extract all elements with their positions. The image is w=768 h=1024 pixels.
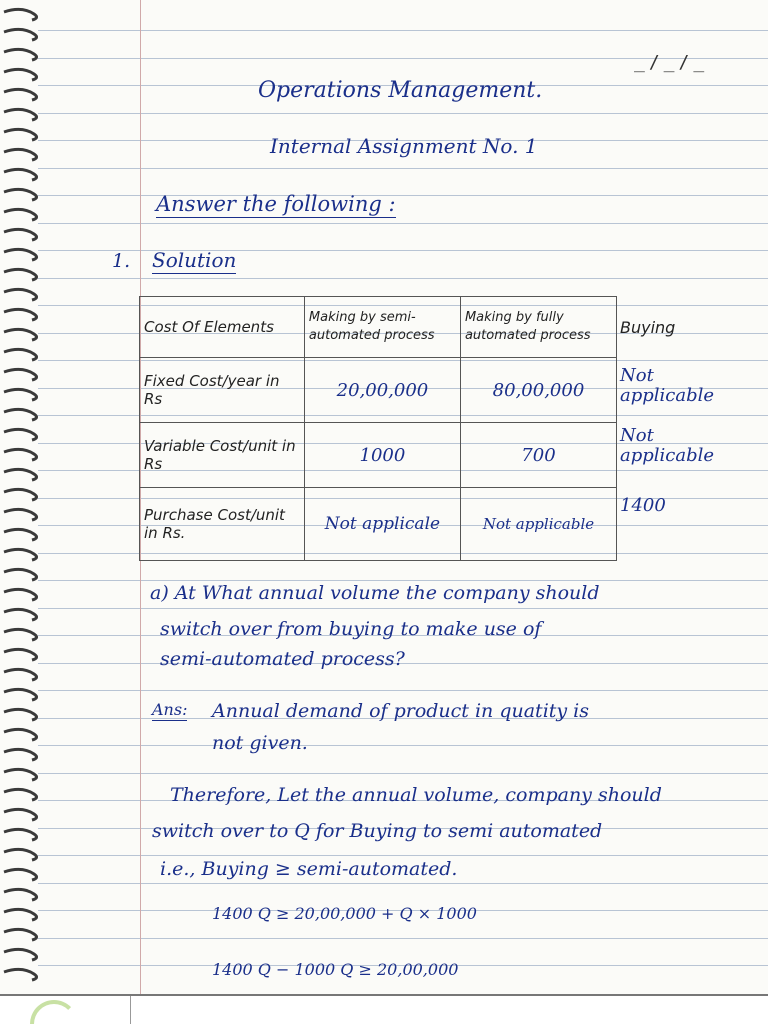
spiral-loop (4, 489, 37, 500)
spiral-loop (4, 869, 37, 880)
spiral-loop (4, 809, 37, 820)
spiral-loop (4, 729, 37, 740)
buying-cell: Not applicable (620, 425, 715, 466)
spiral-loop (4, 69, 37, 80)
equation: 1400 Q ≥ 20,00,000 + Q × 1000 (212, 904, 477, 923)
spiral-loop (4, 129, 37, 140)
ruled-line (38, 223, 768, 224)
table-row (140, 423, 617, 488)
spiral-loop (4, 229, 37, 240)
spiral-loop (4, 829, 37, 840)
spiral-loop (4, 609, 37, 620)
spiral-loop (4, 469, 37, 480)
spiral-loop (4, 409, 37, 420)
ruled-line (38, 690, 768, 691)
spiral-loop (4, 249, 37, 260)
spiral-loop (4, 649, 37, 660)
spiral-loop (4, 29, 37, 40)
ruled-line (38, 113, 768, 114)
spiral-loop (4, 389, 37, 400)
spiral-loop (4, 429, 37, 440)
table-row (140, 488, 617, 561)
ruled-line (38, 30, 768, 31)
ruled-line (38, 608, 768, 609)
scan-bottom-edge (0, 994, 768, 1024)
spiral-loop (4, 949, 37, 960)
ruled-line (38, 883, 768, 884)
spiral-loop (4, 689, 37, 700)
equation: 1400 Q − 1000 Q ≥ 20,00,000 (212, 960, 459, 979)
buying-header: Buying (620, 318, 676, 337)
answer-line: not given. (212, 732, 308, 754)
answer-line: i.e., Buying ≥ semi-automated. (160, 858, 458, 880)
question-a-line: switch over from buying to make use of (160, 618, 542, 640)
spiral-loop (4, 189, 37, 200)
spiral-loop (4, 929, 37, 940)
page-title: Operations Management. (258, 78, 543, 103)
spiral-loop (4, 349, 37, 360)
spiral-binding-icon (0, 0, 44, 990)
spiral-loop (4, 529, 37, 540)
answer-line: Therefore, Let the annual volume, company should (170, 784, 662, 806)
ruled-line (38, 168, 768, 169)
answer-label: Ans: (152, 700, 188, 719)
ruled-line (38, 773, 768, 774)
spiral-loop (4, 209, 37, 220)
ruled-line (38, 855, 768, 856)
spiral-loop (4, 849, 37, 860)
buying-cell: 1400 (620, 495, 666, 516)
spiral-loop (4, 169, 37, 180)
table-cell: 20,00,000 (304, 358, 460, 423)
table-cell: 1000 (304, 423, 460, 488)
table-cell: 80,00,000 (460, 358, 616, 423)
table-row-label: Variable Cost/unit in Rs (140, 423, 305, 488)
spiral-loop (4, 89, 37, 100)
table-header-row (140, 297, 617, 358)
ruled-line (38, 278, 768, 279)
buying-cell: Not applicable (620, 365, 715, 406)
spiral-loop (4, 109, 37, 120)
question-number: 1. (112, 250, 131, 272)
spiral-loop (4, 329, 37, 340)
spiral-loop (4, 969, 37, 980)
table-header-cell: Making by fully automated process (460, 297, 616, 358)
table-row-label: Purchase Cost/unit in Rs. (140, 488, 305, 561)
spiral-loop (4, 149, 37, 160)
divider (130, 996, 131, 1024)
ruled-line (38, 580, 768, 581)
cost-table (139, 296, 617, 561)
spiral-loop (4, 369, 37, 380)
spiral-loop (4, 9, 37, 20)
spiral-loop (4, 889, 37, 900)
spiral-loop (4, 309, 37, 320)
ruled-line (38, 250, 768, 251)
spiral-loop (4, 909, 37, 920)
answer-line: Annual demand of product in quatity is (212, 700, 590, 722)
spiral-loop (4, 269, 37, 280)
spiral-loop (4, 549, 37, 560)
spiral-loop (4, 749, 37, 760)
ruled-line (38, 745, 768, 746)
spiral-loop (4, 569, 37, 580)
table-cell: Not applicable (460, 488, 616, 561)
solution-heading: Solution (152, 248, 237, 272)
table-header-cell: Making by semi-automated process (304, 297, 460, 358)
spiral-loop (4, 49, 37, 60)
ruled-line (38, 195, 768, 196)
table-row (140, 358, 617, 423)
date-field: _/_/_ (634, 52, 709, 73)
spiral-loop (4, 709, 37, 720)
question-a-line: a) At What annual volume the company should (150, 582, 600, 604)
spiral-loop (4, 769, 37, 780)
instruction-heading: Answer the following : (156, 192, 396, 216)
question-a-line: semi-automated process? (160, 648, 405, 670)
table-cell: 700 (460, 423, 616, 488)
spiral-loop (4, 669, 37, 680)
spiral-loop (4, 289, 37, 300)
spiral-loop (4, 789, 37, 800)
table-row-label: Fixed Cost/year in Rs (140, 358, 305, 423)
table-header-cell: Cost Of Elements (140, 297, 305, 358)
spiral-loop (4, 589, 37, 600)
spiral-loop (4, 449, 37, 460)
spiral-loop (4, 509, 37, 520)
page-subtitle: Internal Assignment No. 1 (270, 134, 538, 158)
answer-line: switch over to Q for Buying to semi automated (152, 820, 603, 842)
table-cell: Not applicale (304, 488, 460, 561)
ruled-line (38, 938, 768, 939)
spiral-loop (4, 629, 37, 640)
